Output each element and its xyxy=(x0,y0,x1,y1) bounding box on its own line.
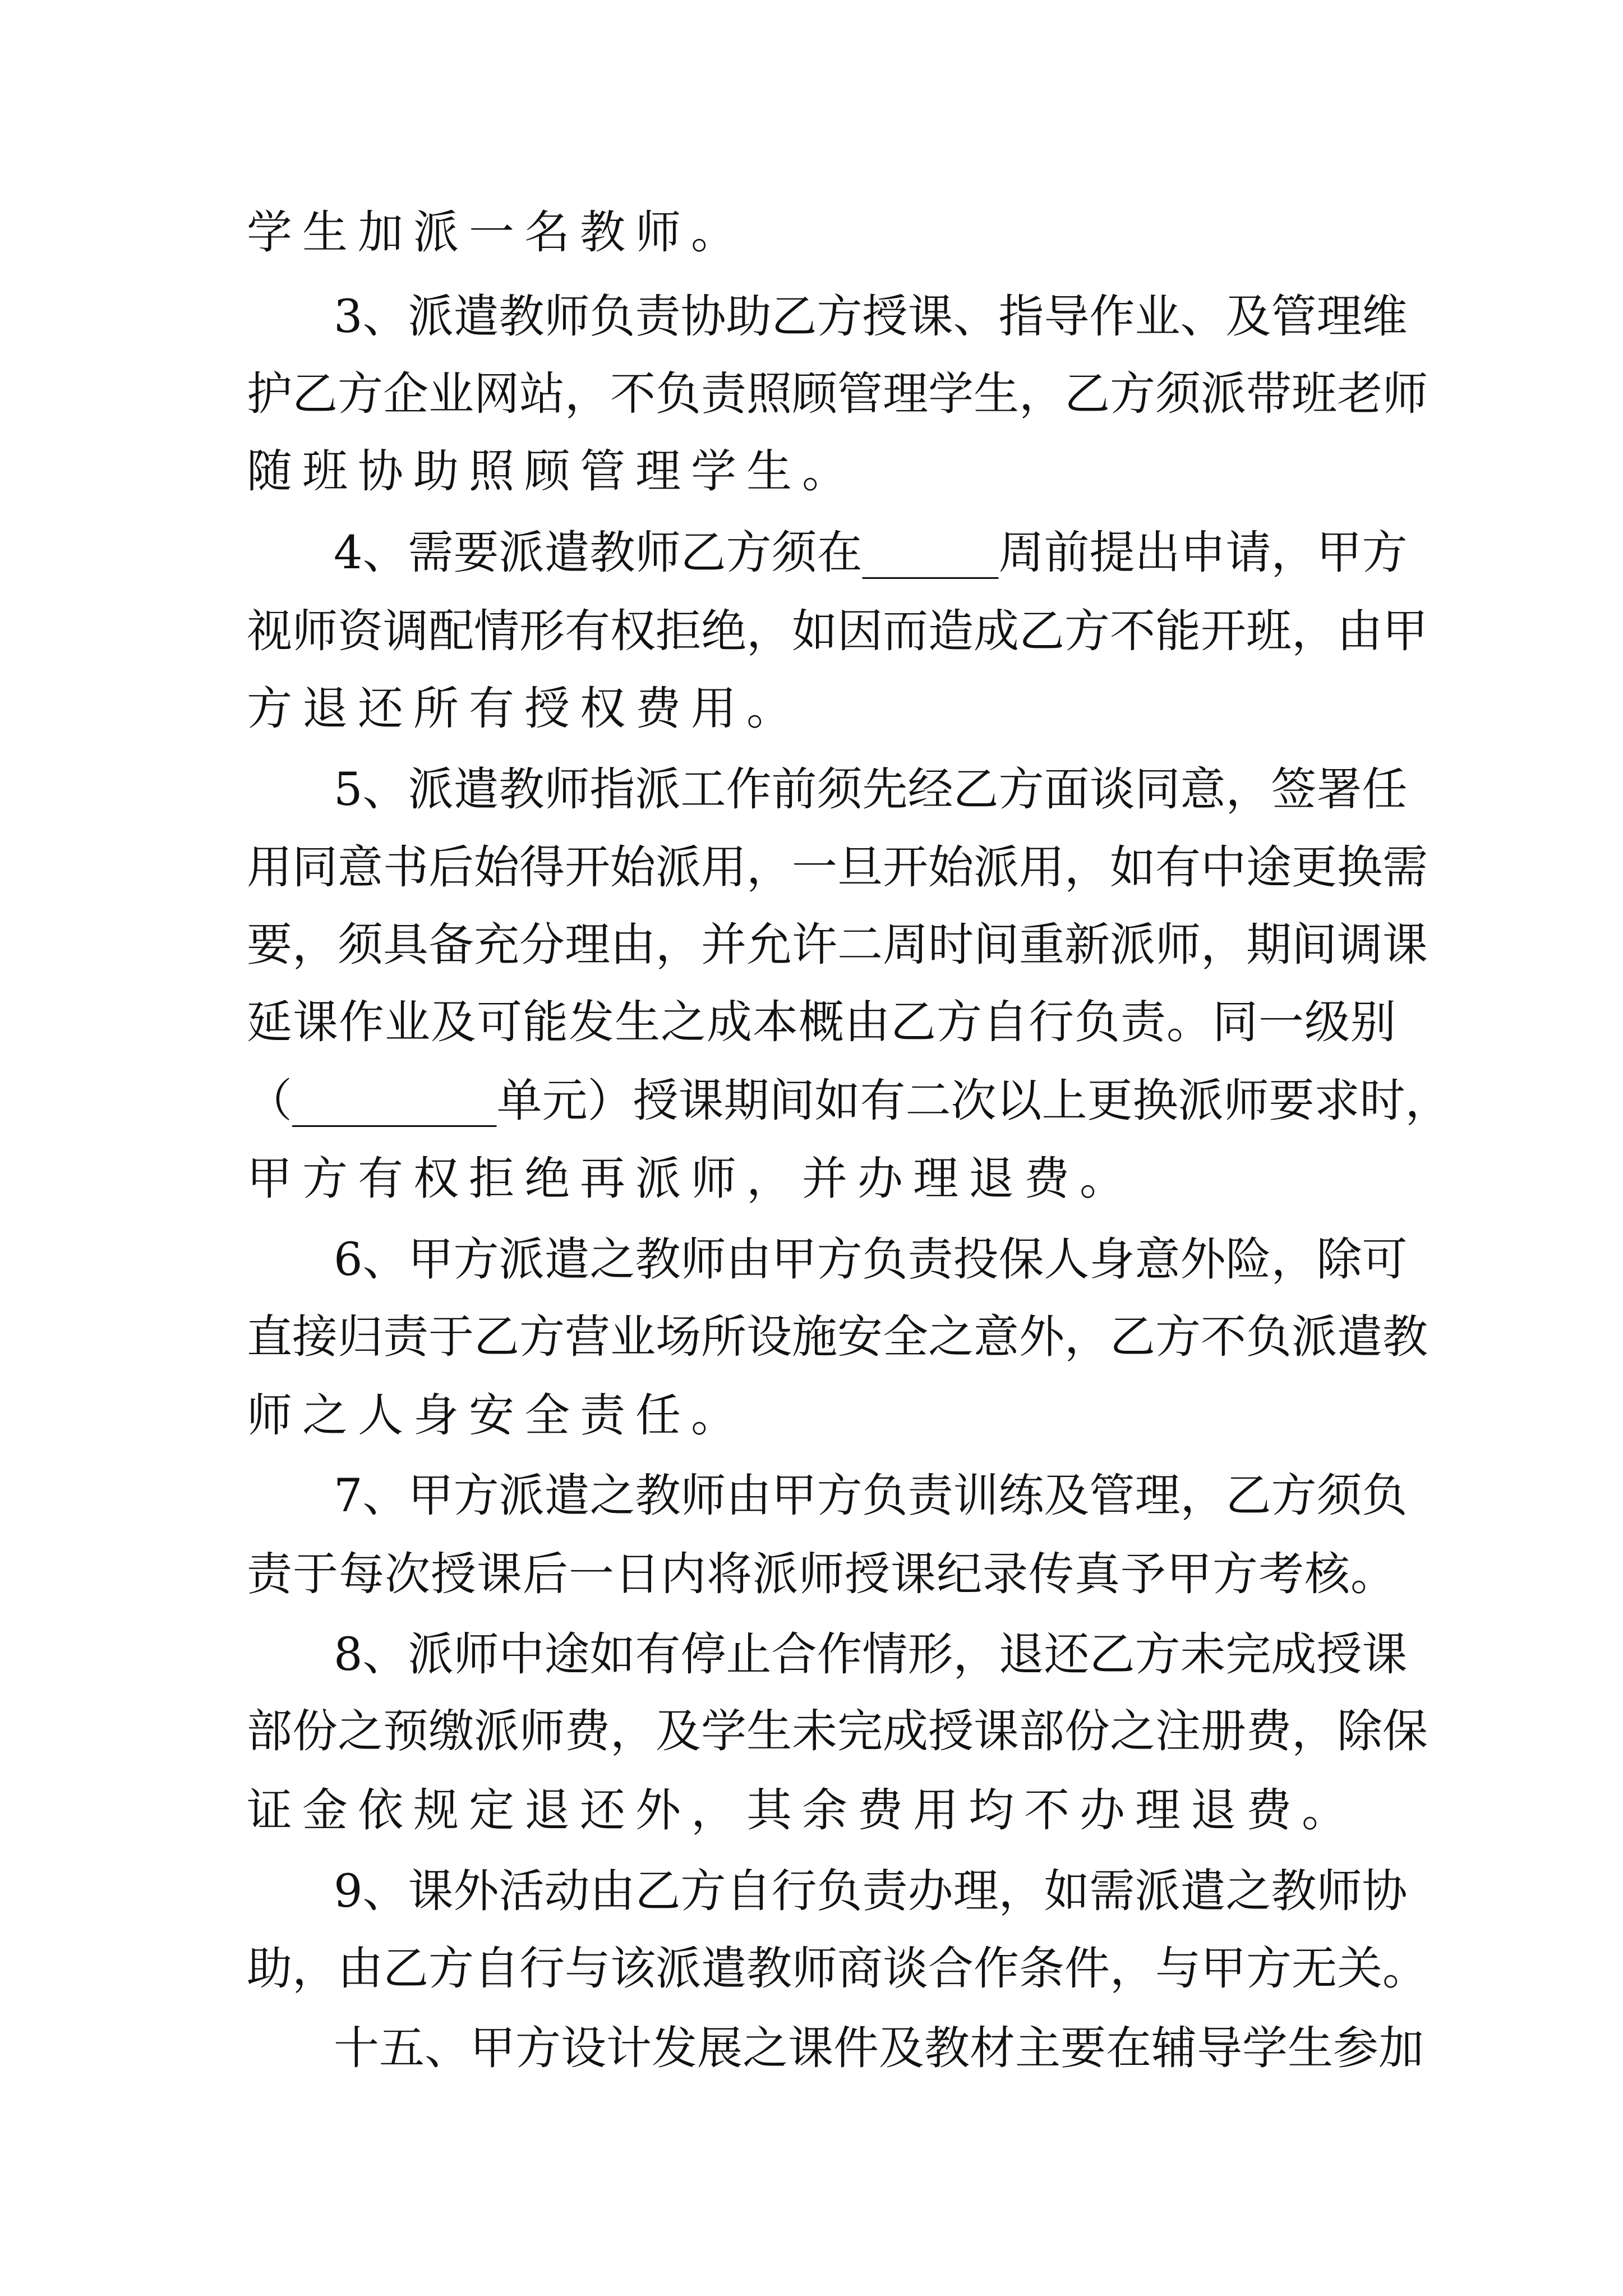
text-line: 学生加派一名教师。 xyxy=(247,206,747,259)
text-line: 甲方有权拒绝再派师，并办理退费。 xyxy=(247,1153,1136,1205)
text-line: 视师资调配情形有权拒绝，如因而造成乙方不能开班，由甲 xyxy=(247,605,1428,658)
clause-4-line: 4、需要派遣教师乙方须在______周前提出申请，甲方 xyxy=(334,527,1408,579)
clause-8-line: 8、派师中途如有停止合作情形，退还乙方未完成授课 xyxy=(334,1628,1408,1681)
text-line: 用同意书后始得开始派用，一旦开始派用，如有中途更换需 xyxy=(247,841,1428,894)
text-line: 责于每次授课后一日内将派师授课纪录传真予甲方考核。 xyxy=(247,1548,1397,1601)
text-line: 延课作业及可能发生之成本概由乙方自行负责。同一级别 xyxy=(247,996,1397,1049)
text-line: 部份之预缴派师费，及学生未完成授课部份之注册费，除保 xyxy=(247,1705,1428,1758)
text-line: 证金依规定退还外，其余费用均不办理退费。 xyxy=(247,1784,1358,1837)
section-15-line: 十五、甲方设计发展之课件及教材主要在辅导学生参加 xyxy=(334,2022,1424,2075)
text-line: 助，由乙方自行与该派遣教师商谈合作条件，与甲方无关。 xyxy=(247,1943,1428,1995)
clause-7-line: 7、甲方派遣之教师由甲方负责训练及管理，乙方须负 xyxy=(334,1470,1408,1522)
clause-5-line: 5、派遣教师指派工作前须先经乙方面谈同意，签署任 xyxy=(334,763,1408,816)
text-line: 要，须具备充分理由，并允许二周时间重新派师，期间调课 xyxy=(247,919,1428,972)
text-line: 直接归责于乙方营业场所设施安全之意外，乙方不负派遣教 xyxy=(247,1311,1428,1364)
clause-9-line: 9、课外活动由乙方自行负责办理，如需派遣之教师协 xyxy=(334,1865,1408,1918)
text-line: 师之人身安全责任。 xyxy=(247,1389,747,1442)
text-line: 随班协助照顾管理学生。 xyxy=(247,445,858,498)
clause-3-line: 3、派遣教师负责协助乙方授课、指导作业、及管理维 xyxy=(334,291,1408,343)
text-line: 护乙方企业网站，不负责照顾管理学生，乙方须派带班老师 xyxy=(247,368,1428,421)
text-line: 方退还所有授权费用。 xyxy=(247,683,803,735)
clause-6-line: 6、甲方派遣之教师由甲方负责投保人身意外险，除可 xyxy=(334,1234,1408,1286)
text-line: （_________单元）授课期间如有二次以上更换派师要求时， xyxy=(247,1075,1451,1128)
